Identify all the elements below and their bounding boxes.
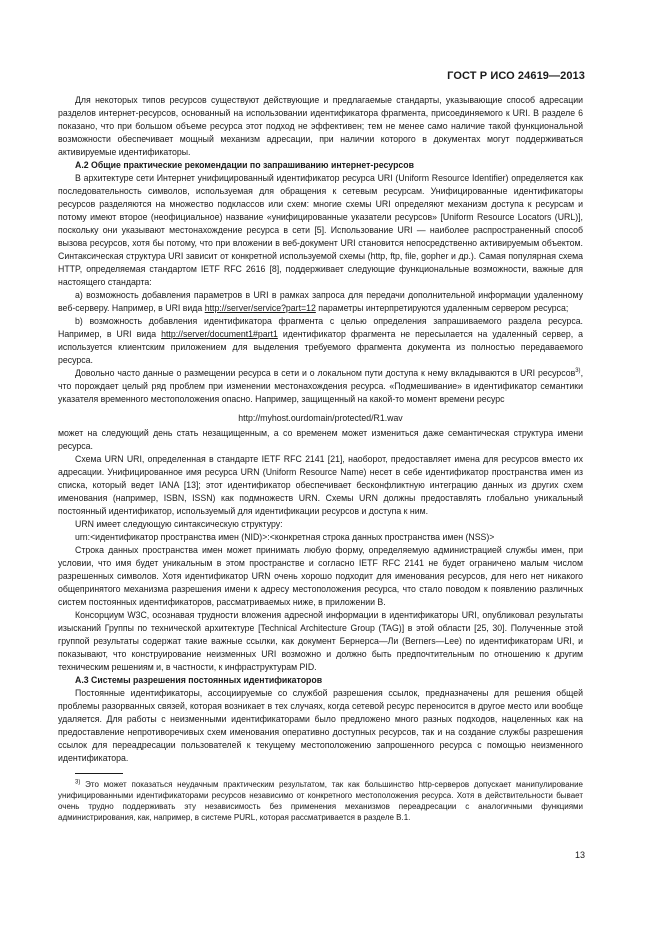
paragraph-text: Довольно часто данные о размещении ресурса в сети и о локальном пути доступа к нему вкладываются в URI ресурсов [75,368,576,378]
list-item-text: параметры интерпретируются удаленным сервером ресурса; [315,303,569,313]
list-item-b [58,315,583,367]
paragraph-text: , что порождает целый ряд проблем при изменении местонахождения ресурса. «Подмешивание» в идентификатор семантики указателя временного местоположения опасно. Например, защищенный на какой-то момент времени ресурс [58,368,583,404]
list-item-text: a) возможность добавления параметров в URI в рамках запроса для передачи дополнительной информации удаленному веб-серверу. Например, в URI вида [58,290,583,313]
paragraph: Для некоторых типов ресурсов существуют действующие и предлагаемые стандарты, указывающие способ адресации разделов интернет-ресурсов, основанный на использовании идентификатора фрагмента, присоединяемого к URI. В разделе 6 показано, что при большом объеме ресурса этот подход не эффективен; тем не менее само наличие такой функциональной возможности обеспечивает мощный механизм адресации, при наличии которого в документах могут поддерживаться активируемые идентификаторы. [58,95,583,157]
section-heading-a3: A.3 Системы разрешения постоянных идентификаторов [75,675,323,685]
list-item-text: b) возможность добавления идентификатора фрагмента с целью определения запрашиваемого раздела ресурса. Например, в URI вида [58,316,583,339]
paragraph: Консорциум W3C, осознавая трудности вложения адресной информации в идентификаторы URI, опубликовал результаты изысканий Группы по технической архитектуре [Technical Architecture Group (TAG)] в этой области [25, 30]. Полученные этой группой результаты содержат такие важные ссылки, как документ Бернерса—Ли (Berners—Lee) по идентификаторам URI, и показывают, что конструирование неизменных URI возможно и должно быть предпочтительным по отношению к другим техническим решениям и, в частности, к инфраструктурам PID. [58,610,583,672]
page-content [58,94,583,823]
paragraph: может на следующий день стать незащищенным, а со временем может измениться даже семантическая структура имени ресурса. [58,428,583,451]
paragraph: Схема URN URI, определенная в стандарте IETF RFC 2141 [21], наоборот, предоставляет имена для ресурсов вместо их адресации. Унифицированное имя ресурса URN (Uniform Resource Name) несет в себе идентификатор пространства имен из списка, который ведет IANA [13]; этот идентификатор обеспечивает бесконфликтную интеграцию данных из других схем именования (например, ISBN, ISSN) как подмножеств URN. Схемы URN должны предоставлять глобально уникальный постоянный идентификатор, используемый для идентификации ресурсов и доступа к ним. [58,454,583,516]
footnote-marker: 3) [75,779,81,786]
list-item-text: идентификатор фрагмента не пересылается на удаленный сервер, а используется клиентским приложением для выделения требуемого фрагмента документа из полностью передаваемого ресурса. [58,329,583,365]
footnote-divider [75,773,123,774]
paragraph: URN имеет следующую синтаксическую структуру: [75,519,283,529]
paragraph [58,367,583,406]
page-number: 13 [574,850,585,860]
footnote [58,779,583,823]
paragraph: Строка данных пространства имен может принимать любую форму, определяемую администрацией службы имен, при условии, что имя будет уникальным в этом пространстве и согласно IETF RFC 2141 не будет ограничено малым числом разрешенных символов. Хотя идентификатор URN очень хорошо подходит для именования ресурсов, для него нет никакого общепринятого механизма разрешения имени к адресу местоположения ресурса, что стало поводом к появлению различных систем постоянных идентификаторов, рассматриваемых ниже, в приложении B. [58,545,583,607]
paragraph: Постоянные идентификаторы, ассоциируемые со службой разрешения ссылок, предназначены для решения общей проблемы разорванных связей, которая возникает в тех случаях, когда сетевой ресурс переносится в другое место или вообще удаляется. Для работы с неизменными идентификаторами было предложено много разных подходов, нацеленных как на предоставление непротиворечивых схем именования оперативно доступных ресурсов, так и на создание службы разрешения ссылок для переадресации пользователей к текущему местоположению запрошенного ресурса с помощью неизменного идентификатора. [58,688,583,763]
section-heading-a2: A.2 Общие практические рекомендации по запрашиванию интернет-ресурсов [75,160,414,170]
urn-syntax: urn:<идентификатор пространства имен (NID)>:<конкретная строка данных пространства имен (NSS)> [75,532,495,542]
footnote-text: Это может показаться неудачным практическим результатом, так как большинство http-серверов допускает манипулирование унифицированными идентификаторами ресурсов независимо от конкретного местоположения ресурса. Хотя в действительности бывает очень трудно поддерживать эту независимость без применения механизмов переадресации с аналогичными функциями администрирования, как, например, в системе PURL, которая рассматривается в разделе B.1. [58,780,583,822]
list-item-a [58,289,583,315]
paragraph: В архитектуре сети Интернет унифицированный идентификатор ресурса URI (Uniform Resource Identifier) определяется как последовательность символов, используемая для обращения к сетевым ресурсам. Унифицированные идентификаторы ресурсов разделяются на множество подклассов или схем: многие схемы URI определяют механизм доступа к ресурсам и потому имеют второе (неофициальное) название «унифицированные указатели ресурсов» [Uniform Resource Locators (URL)], поскольку они указывают местонахождение ресурса в сети [5]. Использование URI — наиболее распространенный способ вызова ресурсов, хотя бы потому, что при вложении в веб-документ URI становится непосредственно активируемым объектом. Синтаксическая структура URI зависит от конкретной используемой схемы (http, ftp, file, gopher и др.). Самая популярная схема HTTP, определяемая стандартом IETF RFC 2616 [8], поддерживает следующие функциональные возможности, важные для настоящего стандарта: [58,173,583,287]
example-url-link[interactable]: http://server/service?part=12 [204,303,316,313]
example-url-link[interactable]: http://server/document1#part1 [161,329,278,339]
footnote-ref[interactable]: 3) [575,368,581,375]
standard-header: ГОСТ Р ИСО 24619—2013 [447,70,585,82]
example-url: http://myhost.ourdomain/protected/R1.wav [238,413,403,423]
